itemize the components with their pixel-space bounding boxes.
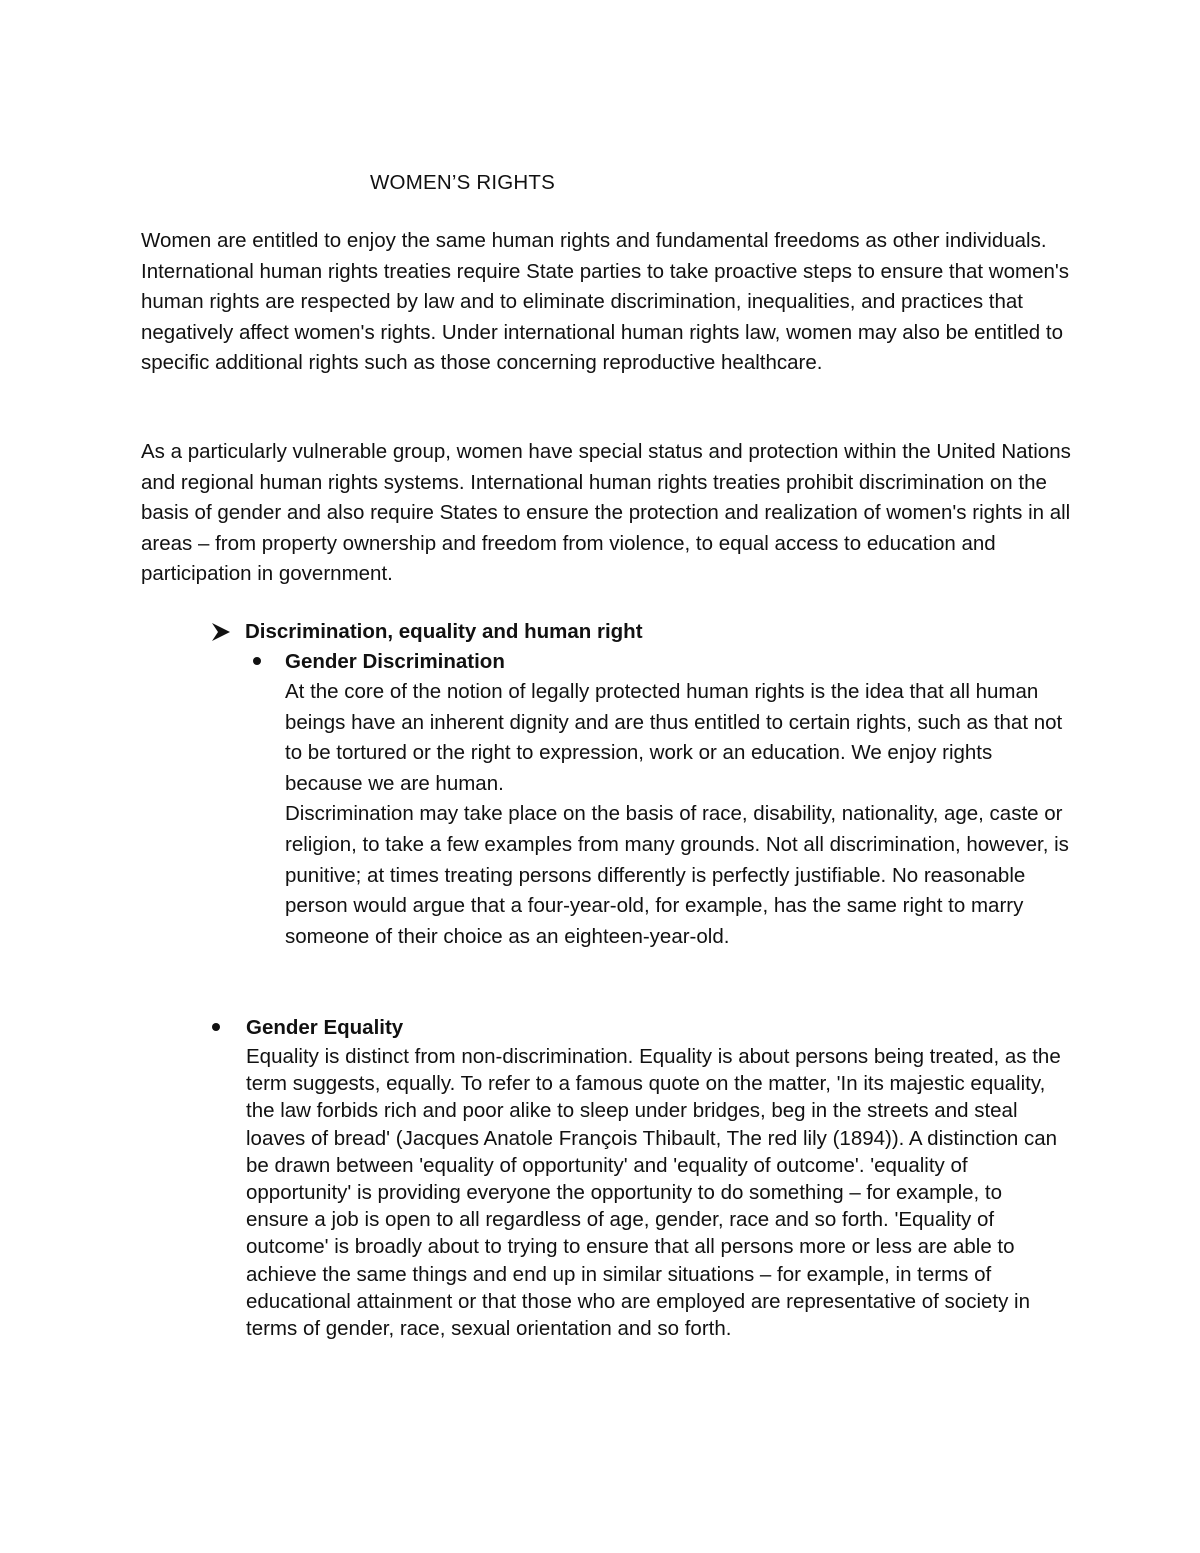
subsection-heading-gender-discrimination: Gender Discrimination <box>285 650 505 673</box>
paragraph-text: Discrimination may take place on the basis of race, disability, nationality, age, caste or religion, to take a few examples from many grounds. Not all discrimination, however, is punitive; at times treating persons differently is perfectly justifiable. No reasonable person would argue that a four-year-old, for example, has the same right to marry someone of their choice as an eighteen-year-old. <box>285 802 1069 948</box>
paragraph-text: Women are entitled to enjoy the same human rights and fundamental freedoms as other individuals. International human rights treaties require State parties to take proactive steps to ensure that women's human rights are respected by law and to eliminate discrimination, inequalities, and practices that negatively affect women's rights. Under international human rights law, women may also be entitled to specific additional rights such as those concerning reproductive healthcare. <box>141 229 1070 375</box>
subsection-heading-gender-equality: Gender Equality <box>246 1016 404 1039</box>
arrowhead-bullet-icon <box>210 621 232 643</box>
dot-bullet-icon <box>253 657 261 665</box>
gender-discrimination-body <box>285 677 1075 952</box>
section-heading: Discrimination, equality and human right <box>245 620 643 643</box>
paragraph-text: As a particularly vulnerable group, women have special status and protection within the United Nations and regional human rights systems. International human rights treaties prohibit discrimination on the basis of gender and also require States to ensure the protection and realization of women's rights in all areas – from property ownership and freedom from violence, to equal access to education and participation in government. <box>141 440 1071 586</box>
document-title: WOMEN’S RIGHTS <box>370 171 556 194</box>
dot-bullet-icon <box>212 1023 220 1031</box>
paragraph-text: Equality is distinct from non-discrimination. Equality is about persons being treated, as the term suggests, equally. To refer to a famous quote on the matter, 'In its majestic equality, the law forbids rich and poor alike to sleep under bridges, beg in the streets and steal loaves of bread' (Jacques Anatole François Thibault, The red lily (1894)). A distinction can be drawn between 'equality of opportunity' and 'equality of outcome'. 'equality of opportunity' is providing everyone the opportunity to do something – for example, to ensure a job is open to all regardless of age, gender, race and so forth. 'Equality of outcome' is broadly about to trying to ensure that all persons more or less are able to achieve the same things and end up in similar situations – for example, in terms of educational attainment or that those who are employed are representative of society in terms of gender, race, sexual orientation and so forth. <box>246 1045 1061 1341</box>
paragraph-text: At the core of the notion of legally protected human rights is the idea that all human beings have an inherent dignity and are thus entitled to certain rights, such as that not to be tortured or the right to expression, work or an education. We enjoy rights because we are human. <box>285 680 1063 795</box>
gender-equality-body <box>246 1043 1066 1342</box>
intro-paragraph <box>141 226 1071 379</box>
protection-paragraph <box>141 437 1071 590</box>
